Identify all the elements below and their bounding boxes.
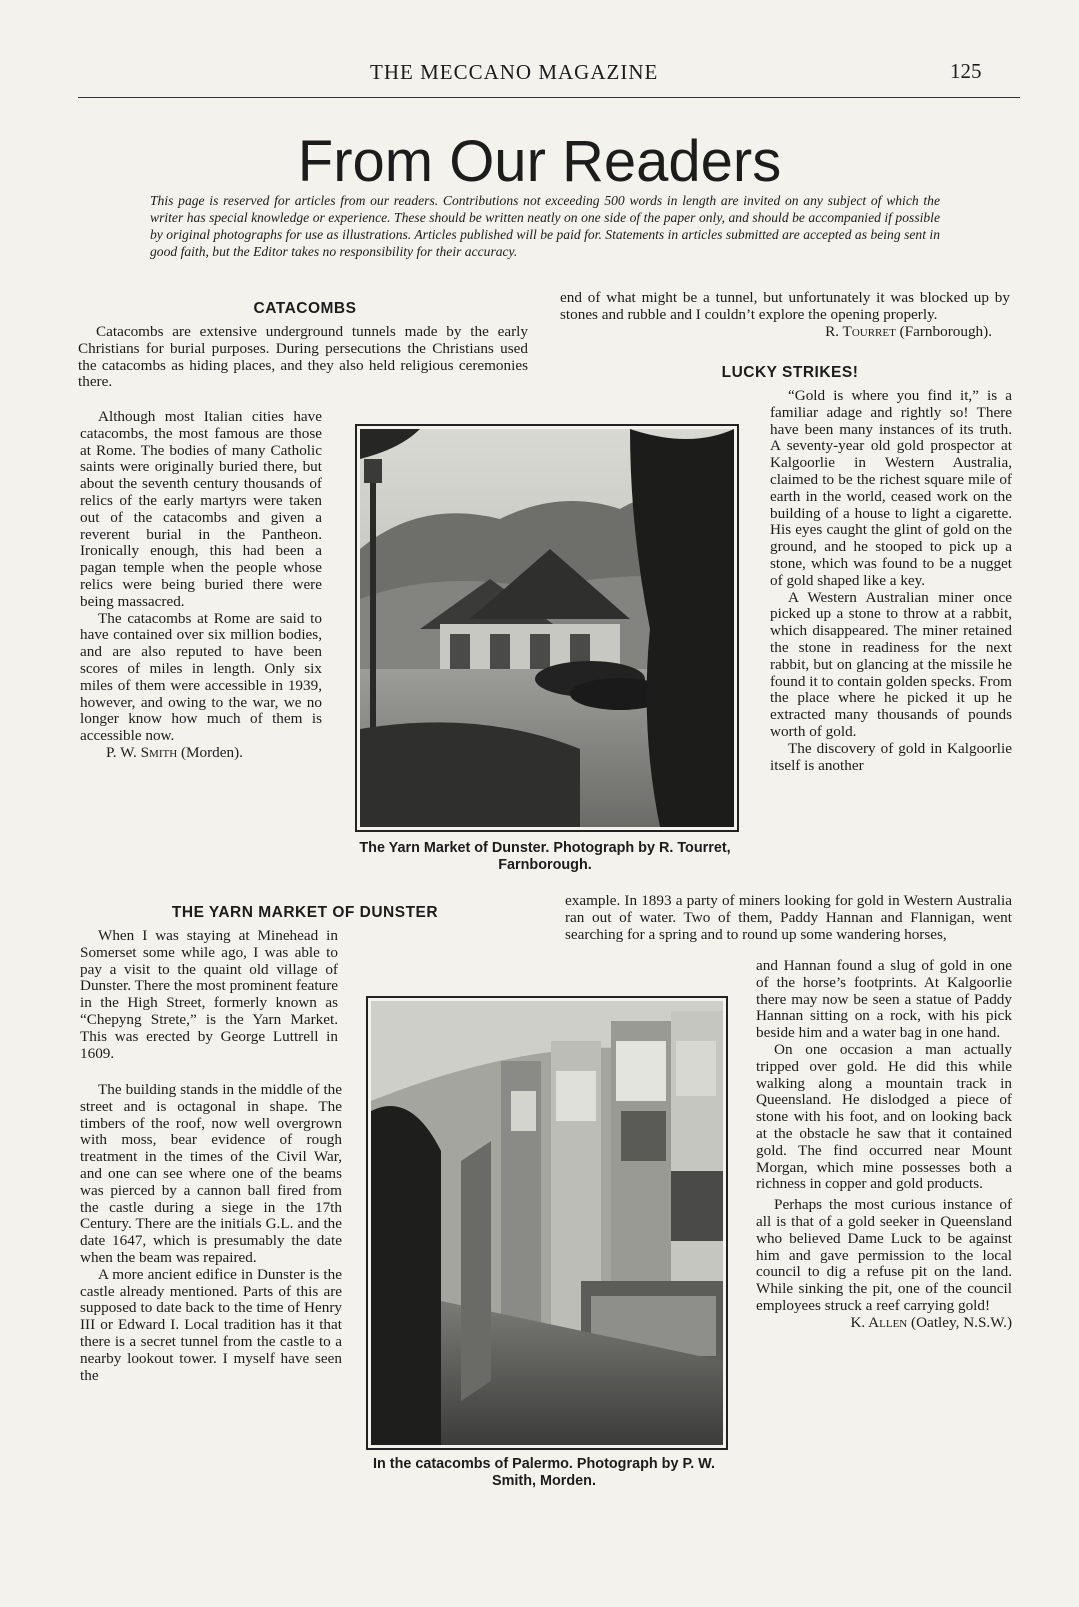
catacombs-narrow-block	[80, 409, 322, 762]
header-rule	[78, 97, 1020, 98]
dunster-author: R. Tourret	[825, 322, 896, 340]
catacombs-author: P. W. Smith	[106, 743, 178, 761]
catacombs-p1: Catacombs are extensive underground tunnels made by the early Christians for burial purposes. During persecutions the Christians used the catacombs as hiding places, and they also held religious ceremonies there.	[78, 323, 528, 391]
palermo-image	[371, 1001, 723, 1445]
dunster-narrow-block	[80, 1082, 342, 1384]
yarn-market-caption: The Yarn Market of Dunster. Photograph by R. Tourret, Farnborough.	[359, 840, 731, 873]
catacombs-p2: Although most Italian cities have catacombs, the most famous are those at Rome. The bodies of many Catholic saints were originally buried there, but about the seventh century thousands of relics of the early martyrs were taken out of the catacombs and given a reverent burial in the Pantheon. Ironically enough, this had been a pagan temple when the people whose relics were being buried there were being massacred.	[80, 408, 322, 610]
lucky-p3a: The discovery of gold in Kalgoorlie itself is another	[770, 739, 1012, 774]
lucky-location: (Oatley, N.S.W.)	[911, 1313, 1012, 1331]
lucky-p5: Perhaps the most curious instance of all is that of a gold seeker in Queensland who believed Dame Luck to be against him and gave permission to the local council to dig a refuse pit on the land. While sinking the pit, one of the council employees struck a reef carrying gold!	[756, 1196, 1012, 1314]
dunster-p1: When I was staying at Minehead in Somerset some while ago, I was able to pay a visit to the quaint old village of Dunster. There the most prominent feature in the High Street, formerly known as “Chepyng Strete,” is the Yarn Market. This was erected by George Luttrell in 1609.	[80, 927, 338, 1062]
lucky-p4: On one occasion a man actually tripped over gold. He did this while walking along a mountain track in Queensland. He dislodged a piece of stone with his foot, and on looking back at the obstacle he saw that it contained gold. The find occurred near Mount Morgan, which mine possesses both a richness in copper and gold products.	[756, 1040, 1012, 1193]
dunster-p3-cont: end of what might be a tunnel, but unfortunately it was blocked up by stones and rubble and I couldn’t explore the opening properly.	[560, 289, 1010, 323]
catacombs-p3: The catacombs at Rome are said to have contained over six million bodies, and are also reputed to have been scores of miles in length. Only six miles of them were accessible in 1939, however, and owing to the war, we no longer know how much of them is accessible now.	[80, 609, 322, 745]
page-number: 125	[950, 59, 982, 83]
intro-paragraph: This page is reserved for articles from our readers. Contributions not exceeding 500 words in length are invited on any subject of which the writer has special knowledge or experience. These should be written neatly on one side of the paper only, and should be accompanied if possible by original photographs for use as illustrations. Articles published will be paid for. Statements in articles submitted are accepted as being sent in good faith, but the Editor takes no responsibility for their accuracy.	[150, 193, 940, 259]
lucky-p1: “Gold is where you find it,” is a familiar adage and rightly so! There have been many instances of its truth. A seventy-year old gold prospector at Kalgoorlie in Western Australia, claimed to be the richest square mile of earth in the world, ceased work on the building of a house to light a cigarette. His eyes caught the glint of gold on the ground, and he stooped to pick up a stone, which was found to be a nugget of gold shaped like a key.	[770, 387, 1012, 589]
dunster-signature	[560, 324, 1010, 341]
lucky-lower-block	[756, 958, 1012, 1332]
catacombs-signature	[80, 745, 322, 762]
lucky-wide-block	[565, 893, 1012, 943]
palermo-photo	[366, 996, 728, 1450]
magazine-title: THE MECCANO MAGAZINE	[370, 60, 659, 84]
lucky-heading: LUCKY STRIKES!	[721, 364, 859, 381]
dunster-continuation-block	[560, 290, 1010, 340]
dunster-p3: A more ancient edifice in Dunster is the castle already mentioned. Parts of this are supposed to date back to the time of Henry III or Edward I. Local tradition has it that there is a secret tunnel from the castle to a nearby lookout tower. I myself have seen the	[80, 1265, 342, 1384]
yarn-market-image	[360, 429, 734, 827]
catacombs-location: (Morden).	[180, 743, 243, 761]
palermo-caption: In the catacombs of Palermo. Photograph by P. W. Smith, Morden.	[373, 1456, 715, 1489]
yarn-market-photo	[355, 424, 739, 832]
dunster-p2: The building stands in the middle of the street and is octagonal in shape. The timbers of the roof, now well overgrown with moss, bear evidence of rough treatment in the times of the Civil War, and one can see where one of the beams was pierced by a cannon ball fired from the castle during a siege in the 17th Century. There are the initials G.L. and the date 1647, which is presumably the date when the beam was repaired.	[80, 1081, 342, 1266]
lucky-signature	[756, 1315, 1012, 1332]
lucky-author: K. Allen	[850, 1313, 908, 1331]
dunster-location: (Farnborough).	[899, 322, 992, 340]
catacombs-p1-block	[78, 324, 528, 391]
lucky-p3b: example. In 1893 a party of miners looking for gold in Western Australia ran out of water. Two of them, Paddy Hannan and Flannigan, went searching for a spring and to round up some wandering horses,	[565, 892, 1012, 943]
lucky-upper-block	[770, 388, 1012, 774]
dunster-heading: THE YARN MARKET OF DUNSTER	[171, 904, 439, 921]
catacombs-heading: CATACOMBS	[253, 300, 357, 317]
page-title: From Our Readers	[297, 129, 782, 194]
lucky-p3c: and Hannan found a slug of gold in one of the horse’s footprints. At Kalgoorlie there may now be seen a statue of Paddy Hannan sitting on a rock, with his pick beside him and a water bag in one hand.	[756, 957, 1012, 1042]
lucky-p2: A Western Australian miner once picked up a stone to throw at a rabbit, which disappeared. The miner retained the stone in readiness for the next rabbit, but on glancing at the missile he found it to contain golden specks. From the place where he picked it up he extracted many thousands of pounds worth of gold.	[770, 588, 1012, 740]
